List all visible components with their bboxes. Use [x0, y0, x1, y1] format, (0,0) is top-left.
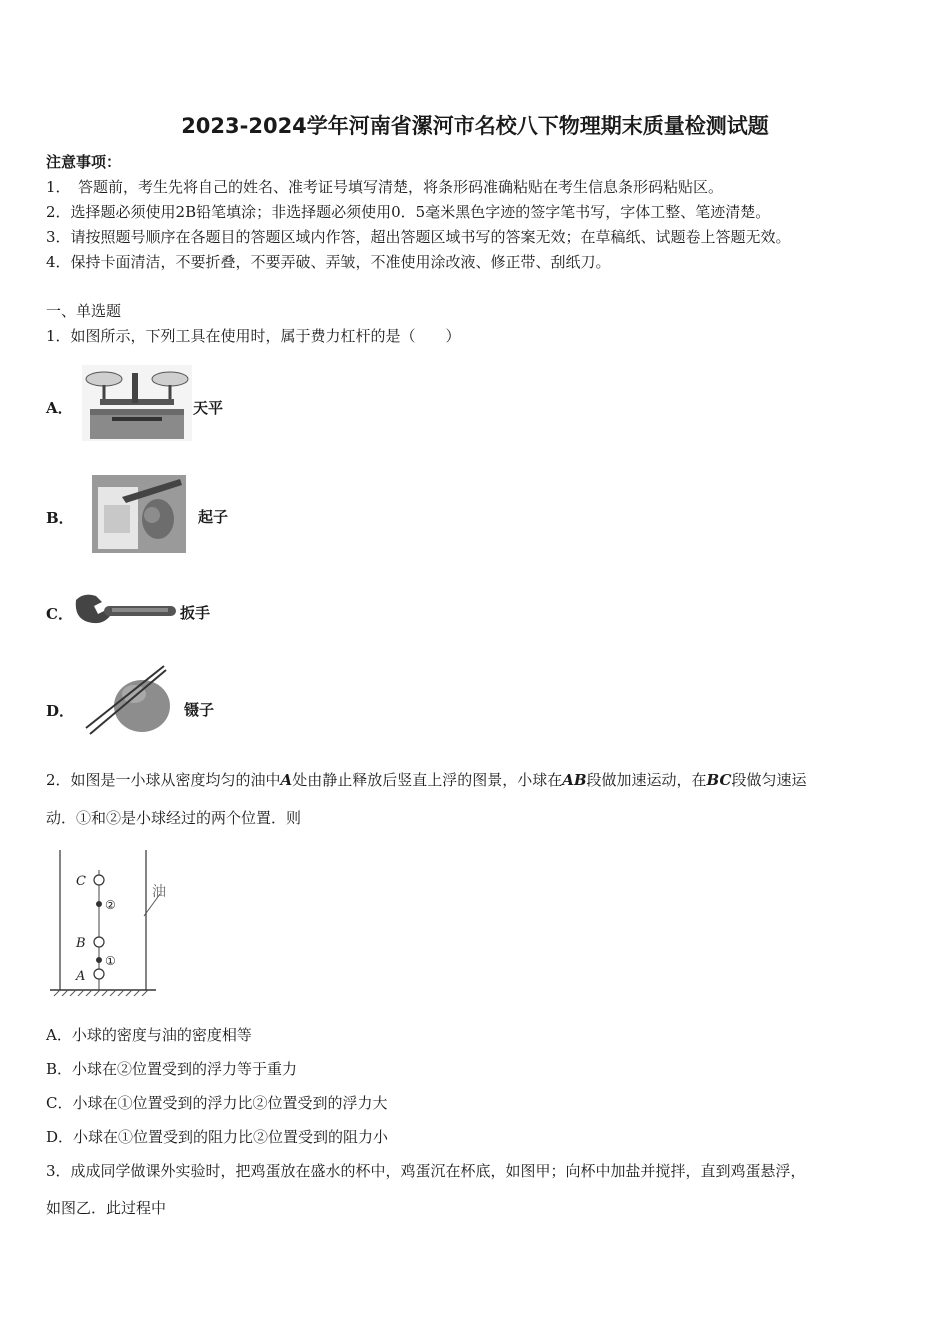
- q1-option-d-label: 镊子: [184, 701, 215, 719]
- q1-option-b-label: 起子: [198, 508, 229, 526]
- q2-option-b: B．小球在②位置受到的浮力等于重力: [46, 1060, 298, 1078]
- q2-segment-ab: AB: [562, 771, 587, 789]
- label-oil: 油: [152, 884, 166, 900]
- q2-stem-line1: [46, 770, 806, 790]
- q3-stem-line1: 3．成成同学做课外实验时，把鸡蛋放在盛水的杯中，鸡蛋沉在杯底，如图甲；向杯中加盐并搅拌，直到鸡蛋悬浮，: [46, 1162, 806, 1180]
- q2-segment-bc: BC: [706, 771, 732, 789]
- notice-item-4: 4．保持卡面清洁，不要折叠，不要弄破、弄皱，不准使用涂改液、修正带、刮纸刀。: [46, 253, 611, 271]
- q1-option-a-letter: A．: [46, 399, 73, 417]
- notice-heading: 注意事项：: [46, 153, 122, 171]
- q1-option-c-letter: C．: [46, 605, 73, 623]
- q1-option-a-label: 天平: [193, 399, 224, 417]
- wrench-image: [72, 592, 178, 628]
- q2-stem-line2: 动．①和②是小球经过的两个位置．则: [46, 809, 302, 827]
- q2-option-d: D．小球在①位置受到的阻力比②位置受到的阻力小: [46, 1128, 389, 1146]
- label-c: C: [76, 874, 86, 889]
- notice-item-3: 3．请按照题号顺序在各题目的答题区域内作答，超出答题区域书写的答案无效；在草稿纸、试题卷上答题无效。: [46, 228, 791, 246]
- section-heading: 一、单选题: [46, 302, 122, 320]
- tweezers-image: [82, 664, 174, 742]
- q1-stem: 1．如图所示，下列工具在使用时，属于费力杠杆的是（ ）: [46, 327, 461, 345]
- label-position-1: ①: [105, 954, 116, 968]
- q1-option-b-letter: B．: [46, 509, 74, 527]
- label-a: A: [76, 969, 86, 984]
- oil-figure: [46, 846, 176, 998]
- q2-option-c: C．小球在①位置受到的浮力比②位置受到的浮力大: [46, 1094, 388, 1112]
- q2-stem-part: 段做匀速运: [731, 771, 807, 789]
- notice-item-1: 1． 答题前，考生先将自己的姓名、准考证号填写清楚，将条形码准确粘贴在考生信息条形码粘贴区。: [46, 178, 724, 196]
- q1-option-d-letter: D．: [46, 702, 75, 720]
- q3-stem-line2: 如图乙．此过程中: [46, 1199, 167, 1217]
- q2-stem-part: 处由静止释放后竖直上浮的图景，小球在: [292, 771, 563, 789]
- balance-image: [82, 365, 192, 441]
- notice-item-2: 2．选择题必须使用2B铅笔填涂；非选择题必须使用0．5毫米黑色字迹的签字笔书写，字体工整、笔迹清楚。: [46, 203, 771, 221]
- bottle-opener-image: [92, 475, 186, 553]
- q2-stem-part: 2．如图是一小球从密度均匀的油中: [46, 771, 281, 789]
- label-position-2: ②: [105, 898, 116, 912]
- q1-option-c-label: 扳手: [180, 604, 211, 622]
- q2-point-a: A: [280, 771, 293, 789]
- q2-option-a: A．小球的密度与油的密度相等: [46, 1026, 252, 1044]
- q2-stem-part: 段做加速运动，在: [586, 771, 707, 789]
- label-b: B: [76, 936, 86, 951]
- page-title: 2023-2024学年河南省漯河市名校八下物理期末质量检测试题: [181, 114, 769, 138]
